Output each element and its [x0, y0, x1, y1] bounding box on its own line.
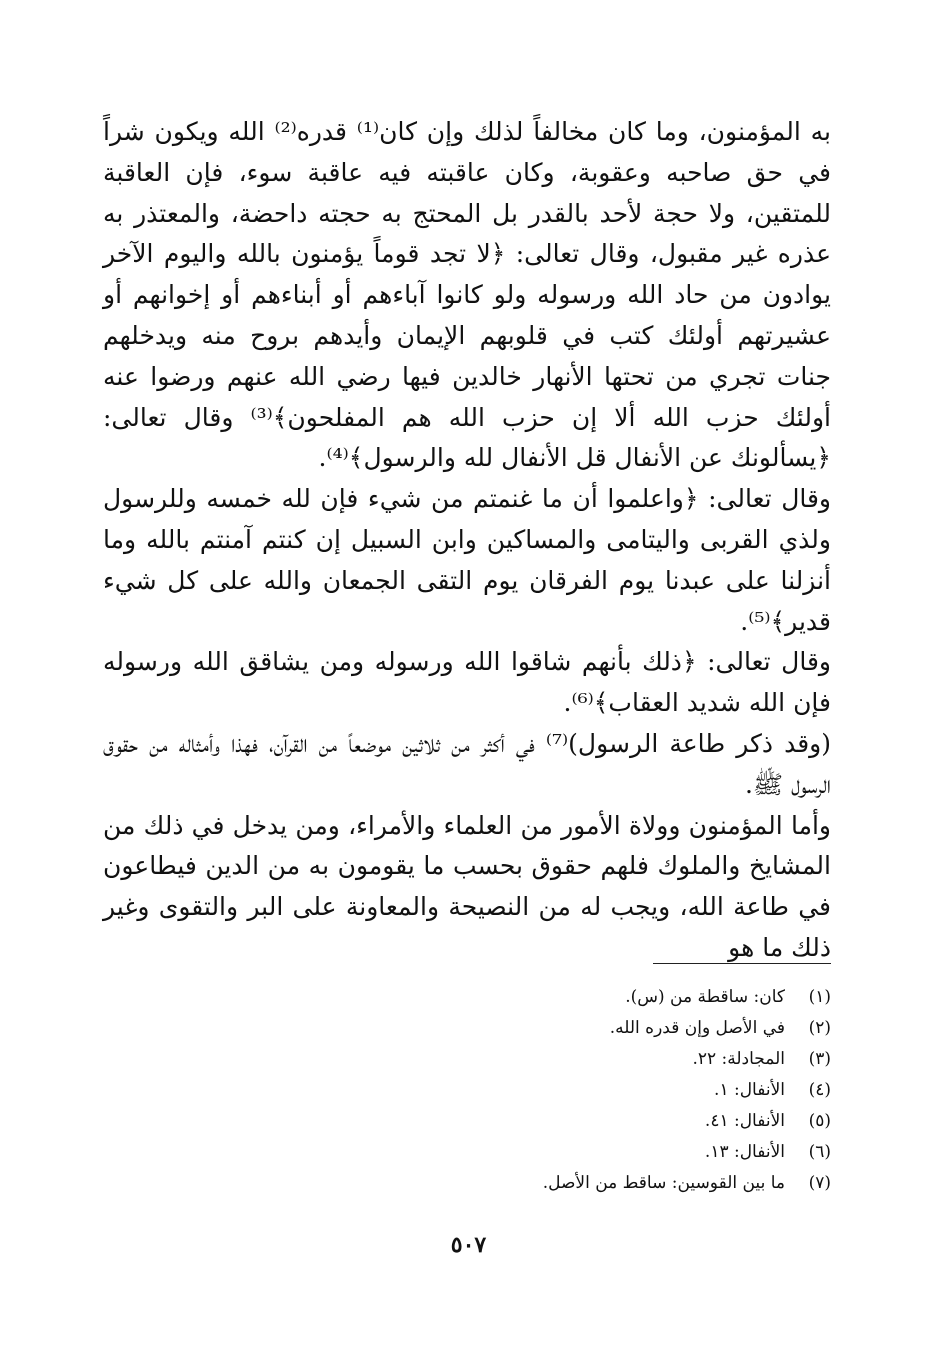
footnote-3	[271, 1044, 831, 1075]
footnote-number: (٧)	[808, 1173, 831, 1193]
footnote-text: الأنفال: ١٣.	[704, 1142, 785, 1162]
main-text	[103, 112, 831, 969]
footnote-number: (٣)	[808, 1049, 831, 1069]
paragraph-2: وقال تعالى: ﴿واعلموا أن ما غنمتم من شيء فإن لله خمسه وللرسول ولذي القربى واليتامى والمساكين وابن السبيل إن كنتم آمنتم بالله وما أنزلنا على عبدنا يوم الفرقان يوم التقى الجمعان والله على كل شيء قدير﴾⁽⁵⁾.	[103, 484, 831, 636]
footnote-4	[271, 1075, 831, 1106]
footnote-text: في الأصل وإن قدره الله.	[609, 1018, 785, 1038]
footnote-text: ما بين القوسين: ساقط من الأصل.	[542, 1173, 785, 1193]
footnote-7	[271, 1168, 831, 1199]
footnote-number: (٢)	[808, 1018, 831, 1038]
paragraph-5: وأما المؤمنون وولاة الأمور من العلماء والأمراء، ومن يدخل في ذلك من المشايخ والملوك فلهم حقوق بحسب ما يقومون به من الدين فيطاعون في طاعة الله، ويجب له من النصيحة والمعاونة على البر والتقوى وغير ذلك ما هو	[103, 810, 831, 962]
paragraph-1: به المؤمنون، وما كان مخالفاً لذلك وإن كان⁽¹⁾ قدره⁽²⁾ الله ويكون شراً في حق صاحبه وعقوبة، وكان عاقبته فيه عاقبة سوء، فإن العاقبة للمتقين، ولا حجة لأحد بالقدر بل المحتج به حجته داحضة، والمعتذر به عذره غير مقبول، وقال تعالى: ﴿لا تجد قوماً يؤمنون بالله واليوم الآخر يوادون من حاد الله ورسوله ولو كانوا آباءهم أو أبناءهم أو إخوانهم أو عشيرتهم أولئك كتب في قلوبهم الإيمان وأيدهم بروح منه ويدخلهم جنات تجري من تحتها الأنهار خالدين فيها رضي الله عنهم ورضوا عنه أولئك حزب الله ألا إن حزب الله هم المفلحون﴾⁽³⁾ وقال تعالى: ﴿يسألونك عن الأنفال قل الأنفال لله والرسول﴾⁽⁴⁾.	[103, 117, 831, 473]
paragraph-3: وقال تعالى: ﴿ذلك بأنهم شاقوا الله ورسوله ومن يشاقق الله ورسوله فإن الله شديد العقاب﴾⁽⁶⁾.	[103, 647, 831, 718]
footnote-text: الأنفال: ١.	[714, 1080, 785, 1100]
footnote-5	[271, 1106, 831, 1137]
footnote-text: كان: ساقطة من (س).	[625, 987, 785, 1007]
footnote-separator	[653, 963, 831, 964]
footnote-1	[271, 982, 831, 1013]
footnote-number: (٦)	[808, 1142, 831, 1162]
footnote-number: (١)	[808, 987, 831, 1007]
footnote-number: (٥)	[808, 1111, 831, 1131]
footnote-2	[271, 1013, 831, 1044]
footnote-6	[271, 1137, 831, 1168]
page-number: ٥٠٧	[450, 1232, 487, 1258]
footnotes	[271, 982, 831, 1199]
footnote-number: (٤)	[808, 1080, 831, 1100]
paragraph-4: (وقد ذكر طاعة الرسول)⁽⁷⁾ في أكثر من ثلاثين موضعاً من القرآن، فهذا وأمثاله من حقوق الرسول ﷺ.	[103, 728, 831, 799]
footnote-text: الأنفال: ٤١.	[704, 1111, 785, 1131]
footnote-text: المجادلة: ٢٢.	[692, 1049, 785, 1069]
